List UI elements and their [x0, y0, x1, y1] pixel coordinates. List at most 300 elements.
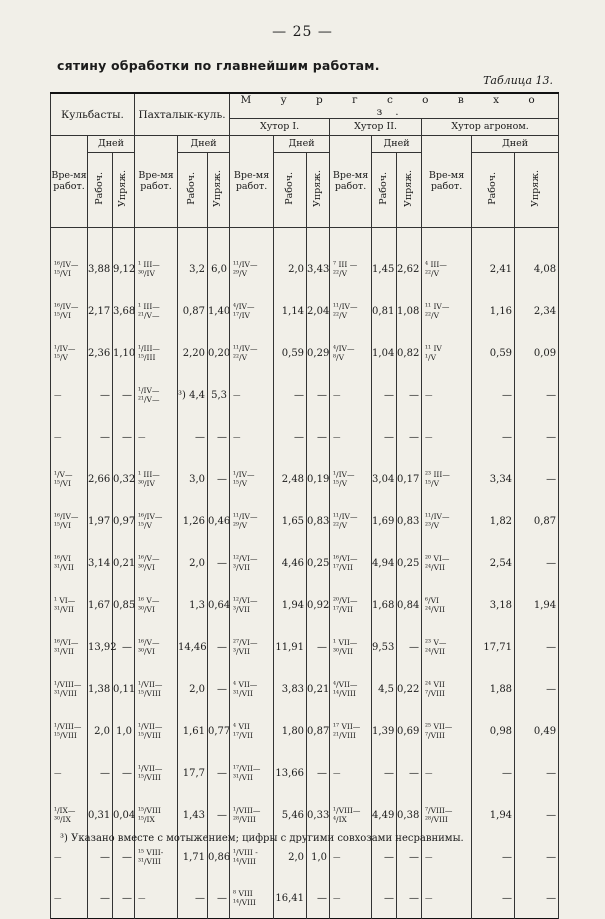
value-cell: 1,69 [372, 500, 397, 542]
date-range-cell [51, 752, 88, 794]
date-range-cell [230, 794, 274, 836]
date-line: ⁴ III— [425, 259, 447, 269]
footnote: ³) Указано вместе с мотыжением; цифры с другими совхозами несравнимы. [60, 833, 464, 844]
date-line: ¹⁵/V [333, 479, 348, 489]
value-cell: 2,62 [397, 248, 422, 290]
value-cell: 0,19 [307, 458, 330, 500]
value-cell: — [113, 374, 135, 416]
date-range-cell [230, 332, 274, 374]
date-line: — [333, 390, 341, 400]
date-line: ¹⁵/VIII [54, 731, 77, 741]
value-cell: — [113, 752, 135, 794]
date-line: ³⁰/VII [333, 647, 353, 657]
date-range-cell [422, 458, 472, 500]
date-line: ¹⁵/VI [54, 521, 71, 531]
date-line: ²⁴/VII [425, 647, 445, 657]
date-range-cell [330, 794, 372, 836]
table-row [51, 878, 559, 919]
value-cell: 2,0 [274, 836, 307, 878]
value-cell: 1,38 [88, 668, 113, 710]
date-line: ⁴/IV— [233, 301, 255, 311]
value-cell: 0,38 [397, 794, 422, 836]
value-cell: 4,08 [515, 248, 559, 290]
value-cell: — [515, 626, 559, 668]
value-cell: 1,71 [178, 836, 208, 878]
value-cell: — [372, 878, 397, 919]
value-cell: 1,39 [372, 710, 397, 752]
value-cell: 1,82 [472, 500, 515, 542]
value-cell: 4,49 [372, 794, 397, 836]
value-cell: 0,86 [208, 836, 230, 878]
value-cell: — [307, 752, 330, 794]
date-line: ¹/VII— [138, 721, 163, 731]
date-range-cell [135, 290, 178, 332]
value-cell: 1,0 [307, 836, 330, 878]
value-cell: 3,83 [274, 668, 307, 710]
date-line: ²²/V [425, 269, 440, 279]
date-range-cell [135, 542, 178, 584]
date-line: ³/VII [233, 647, 250, 657]
date-range-cell [51, 374, 88, 416]
date-range-cell [330, 668, 372, 710]
value-cell: — [88, 878, 113, 919]
value-cell: 2,0 [274, 248, 307, 290]
value-cell: 3,18 [472, 584, 515, 626]
date-range-cell [422, 290, 472, 332]
value-cell: — [472, 752, 515, 794]
value-cell: 2,17 [88, 290, 113, 332]
date-range-cell [230, 500, 274, 542]
date-line: ²⁵ VII— [425, 721, 453, 731]
value-cell: 0,82 [397, 332, 422, 374]
table-row [51, 584, 559, 626]
date-line: ¹⁷ VII— [333, 721, 361, 731]
date-line: ⁸ VIII [233, 888, 253, 898]
date-range-cell [51, 290, 88, 332]
date-range-cell [330, 458, 372, 500]
value-cell: 0,69 [397, 710, 422, 752]
date-line: ¹¹/IV— [333, 301, 358, 311]
table-row [51, 752, 559, 794]
value-cell: 0,83 [397, 500, 422, 542]
date-line: ¹¹ IV— [425, 301, 450, 311]
date-range-cell [135, 332, 178, 374]
value-cell: 0,92 [307, 584, 330, 626]
date-range-cell [330, 248, 372, 290]
date-range-cell [230, 878, 274, 919]
date-line: ³/VII [233, 605, 250, 615]
date-line: ⁷/VIII [425, 731, 445, 741]
page-number: — 25 — [272, 24, 333, 40]
value-cell: — [515, 458, 559, 500]
date-line: ¹⁷/VII [333, 563, 353, 573]
date-line: — [54, 768, 62, 778]
col-time: Вре-мя работ. [230, 136, 274, 228]
value-cell: — [208, 542, 230, 584]
value-cell: — [515, 794, 559, 836]
value-cell: — [88, 836, 113, 878]
date-line: ¹¹/IV— [233, 343, 258, 353]
col-days: Дней [472, 136, 559, 153]
value-cell: 1,45 [372, 248, 397, 290]
date-line: ²²/V [425, 311, 440, 321]
date-range-cell [135, 794, 178, 836]
table-row [51, 416, 559, 458]
date-range-cell [330, 374, 372, 416]
value-cell: 3,04 [372, 458, 397, 500]
group-header-pakhtalyk: Пахталык-куль. [135, 93, 230, 136]
value-cell: 0,20 [208, 332, 230, 374]
col-harness: Упряж. [113, 153, 135, 228]
date-range-cell [422, 542, 472, 584]
value-cell: — [472, 878, 515, 919]
date-range-cell [330, 878, 372, 919]
date-line: ¹¹/IV— [233, 511, 258, 521]
date-line: — [54, 852, 62, 862]
date-line: ⁷/VIII [425, 689, 445, 699]
value-cell: 4,5 [372, 668, 397, 710]
date-line: ²³/V [425, 521, 440, 531]
date-line: ⁴ VII [233, 721, 250, 731]
date-line: ²⁴/VII [425, 563, 445, 573]
date-line: ¹⁵/V [425, 479, 440, 489]
value-cell: 1,94 [515, 584, 559, 626]
value-cell: 0,77 [208, 710, 230, 752]
date-line: ¹/VIII— [333, 805, 361, 815]
date-line: ¹⁶/VI— [333, 553, 358, 563]
value-cell: 2,0 [88, 710, 113, 752]
value-cell: 2,54 [472, 542, 515, 584]
value-cell: 4,94 [372, 542, 397, 584]
value-cell: 0,11 [113, 668, 135, 710]
value-cell: 1,65 [274, 500, 307, 542]
date-line: — [425, 852, 433, 862]
date-line: ¹⁵/IX [138, 815, 155, 825]
value-cell: 0,87 [515, 500, 559, 542]
date-line: ¹¹/IV— [425, 511, 450, 521]
value-cell: 1,40 [208, 290, 230, 332]
value-cell: — [397, 878, 422, 919]
value-cell: 0,25 [307, 542, 330, 584]
value-cell: 17,7 [178, 752, 208, 794]
date-range-cell [422, 626, 472, 668]
value-cell: 0,64 [208, 584, 230, 626]
date-line: — [425, 390, 433, 400]
value-cell: — [472, 416, 515, 458]
value-cell: 5,46 [274, 794, 307, 836]
date-line: ¹⁵/VIII [138, 731, 161, 741]
value-cell: 0,98 [472, 710, 515, 752]
value-cell: 0,33 [307, 794, 330, 836]
date-line: ¹⁶/IV— [138, 511, 163, 521]
date-line: ¹⁷/IV [233, 311, 250, 321]
date-range-cell [330, 500, 372, 542]
date-line: — [425, 893, 433, 903]
value-cell: 1,0 [113, 710, 135, 752]
value-cell: — [397, 416, 422, 458]
date-line: ¹⁶ V— [138, 595, 160, 605]
value-cell: — [208, 878, 230, 919]
table-row [51, 332, 559, 374]
value-cell: — [515, 542, 559, 584]
date-line: ³¹/VII [54, 647, 74, 657]
date-line: — [333, 768, 341, 778]
date-line: — [233, 390, 241, 400]
date-line: ²⁰ VI— [425, 553, 450, 563]
date-range-cell [135, 878, 178, 919]
date-line: ¹/IV— [54, 343, 76, 353]
date-range-cell [230, 584, 274, 626]
date-range-cell [135, 374, 178, 416]
group-header-murgsovkhoz: М у р г с о в х о з. [230, 93, 559, 119]
date-line: — [54, 432, 62, 442]
value-cell: — [113, 836, 135, 878]
date-line: ¹ III— [138, 469, 160, 479]
value-cell: 1,08 [397, 290, 422, 332]
value-cell: 1,88 [472, 668, 515, 710]
value-cell: 0,59 [472, 332, 515, 374]
date-range-cell [135, 668, 178, 710]
table-row [51, 794, 559, 836]
value-cell: — [113, 878, 135, 919]
date-line: ²¹/V— [138, 311, 160, 321]
value-cell: — [208, 668, 230, 710]
col-time: Вре-мя работ. [135, 136, 178, 228]
date-line: ¹⁵/VI [54, 479, 71, 489]
value-cell: 1,68 [372, 584, 397, 626]
value-cell: 1,80 [274, 710, 307, 752]
value-cell: 1,94 [472, 794, 515, 836]
value-cell: 1,16 [472, 290, 515, 332]
value-cell: 13,92 [88, 626, 113, 668]
date-line: ¹⁵/VI [54, 269, 71, 279]
date-range-cell [135, 584, 178, 626]
value-cell: — [472, 836, 515, 878]
date-range-cell [51, 710, 88, 752]
col-worker: Рабоч. [472, 153, 515, 228]
date-line: ⁴/IX [333, 815, 347, 825]
date-line: — [333, 893, 341, 903]
date-line: ¹²/VI— [233, 595, 258, 605]
date-line: — [425, 768, 433, 778]
date-range-cell [422, 878, 472, 919]
farm-header-3: Хутор агроном. [422, 119, 559, 136]
date-line: ³¹/VII [54, 563, 74, 573]
date-line: ¹¹/IV— [233, 259, 258, 269]
value-cell: 2,66 [88, 458, 113, 500]
date-line: ¹/V— [54, 469, 73, 479]
value-cell: — [307, 374, 330, 416]
date-line: ³⁰/VI [138, 647, 155, 657]
date-line: ²⁷/VI— [233, 637, 258, 647]
date-range-cell [230, 668, 274, 710]
date-line: ²³ V— [425, 637, 447, 647]
value-cell: 2,48 [274, 458, 307, 500]
value-cell: 0,22 [397, 668, 422, 710]
date-range-cell [135, 416, 178, 458]
date-line: ²⁸/VIII [233, 815, 256, 825]
date-range-cell [230, 542, 274, 584]
date-line: ¹⁶/IV— [54, 511, 79, 521]
value-cell: 3,88 [88, 248, 113, 290]
date-line: — [333, 852, 341, 862]
date-range-cell [135, 626, 178, 668]
value-cell: 16,41 [274, 878, 307, 919]
date-line: ¹⁵/V [54, 353, 68, 363]
date-line: — [54, 390, 62, 400]
date-line: ¹¹ IV [425, 343, 442, 353]
value-cell: — [372, 752, 397, 794]
date-line: ³⁰/IV [138, 269, 155, 279]
date-line: ²²/V [333, 311, 348, 321]
value-cell: 2,36 [88, 332, 113, 374]
table-label: Таблица 13. [483, 74, 553, 87]
date-line: ²²/V [233, 353, 248, 363]
date-range-cell [330, 710, 372, 752]
value-cell: — [208, 626, 230, 668]
value-cell: — [397, 836, 422, 878]
date-line: ²³ III— [425, 469, 450, 479]
value-cell: — [515, 878, 559, 919]
col-worker: Рабоч. [274, 153, 307, 228]
value-cell: — [113, 626, 135, 668]
value-cell: — [307, 878, 330, 919]
date-range-cell [422, 794, 472, 836]
value-cell: — [178, 416, 208, 458]
date-line: ¹⁶/V— [138, 553, 160, 563]
date-line: ¹/IV— [138, 385, 160, 395]
date-line: ⁴/VII— [333, 679, 358, 689]
date-range-cell [51, 332, 88, 374]
date-line: ¹⁷/VII [333, 605, 353, 615]
value-cell: — [274, 374, 307, 416]
date-line: — [138, 432, 146, 442]
value-cell: 9,53 [372, 626, 397, 668]
value-cell: 3,14 [88, 542, 113, 584]
col-harness: Упряж. [515, 153, 559, 228]
date-line: ¹ VI— [54, 595, 76, 605]
value-cell: 0,31 [88, 794, 113, 836]
date-line: ³⁰/VI [138, 605, 155, 615]
value-cell: 14,46 [178, 626, 208, 668]
value-cell: — [515, 836, 559, 878]
value-cell: 3,34 [472, 458, 515, 500]
value-cell: 0,21 [113, 542, 135, 584]
value-cell: 9,12 [113, 248, 135, 290]
date-line: ¹⁶/VI— [54, 637, 79, 647]
value-cell: 0,87 [178, 290, 208, 332]
value-cell: — [397, 626, 422, 668]
value-cell: — [515, 416, 559, 458]
value-cell: — [113, 416, 135, 458]
date-line: ¹/VII— [138, 679, 163, 689]
date-line: ³⁰/IV [138, 479, 155, 489]
date-line: ¹⁵ VIII- [138, 847, 164, 857]
date-line: ¹⁵/VIII [138, 805, 161, 815]
date-line: ¹/VII— [138, 763, 163, 773]
col-worker: Рабоч. [88, 153, 113, 228]
date-line: ²²/V [333, 269, 348, 279]
date-line: ¹/VIII— [54, 679, 82, 689]
date-range-cell [230, 290, 274, 332]
value-cell: 0,97 [113, 500, 135, 542]
value-cell: 13,66 [274, 752, 307, 794]
value-cell: — [88, 416, 113, 458]
value-cell: 1,14 [274, 290, 307, 332]
date-line: ¹⁶/VI [54, 553, 71, 563]
value-cell: 3,2 [178, 248, 208, 290]
date-line: ³¹/VII [233, 689, 253, 699]
date-line: ²⁸/VIII [425, 815, 448, 825]
date-line: ¹⁵/V [138, 521, 152, 531]
table-row [51, 710, 559, 752]
date-range-cell [330, 332, 372, 374]
value-cell: — [208, 458, 230, 500]
date-range-cell [422, 248, 472, 290]
date-range-cell [330, 290, 372, 332]
farm-header-2: Хутор II. [330, 119, 422, 136]
value-cell: 1,61 [178, 710, 208, 752]
value-cell: 2,0 [178, 542, 208, 584]
date-range-cell [330, 584, 372, 626]
value-cell: 0,09 [515, 332, 559, 374]
date-range-cell [135, 500, 178, 542]
value-cell: — [178, 878, 208, 919]
value-cell: 1,3 [178, 584, 208, 626]
date-range-cell [51, 542, 88, 584]
value-cell: 1,97 [88, 500, 113, 542]
table-row [51, 458, 559, 500]
col-time: Вре-мя работ. [422, 136, 472, 228]
date-line: ¹⁴/VIII [233, 898, 256, 908]
date-range-cell [51, 458, 88, 500]
date-line: ²⁹/V [233, 521, 248, 531]
date-line: ⁶/VI [425, 595, 439, 605]
date-line: ⁴/IV— [333, 343, 355, 353]
date-line: ⁸/V [333, 353, 344, 363]
date-range-cell [135, 710, 178, 752]
date-line: ¹/IV— [233, 469, 255, 479]
value-cell: 1,10 [113, 332, 135, 374]
date-line: — [425, 432, 433, 442]
value-cell: — [372, 416, 397, 458]
date-range-cell [422, 416, 472, 458]
date-line: ¹⁷/VII— [233, 763, 261, 773]
date-line: ¹⁵/VIII [138, 689, 161, 699]
value-cell: 4,46 [274, 542, 307, 584]
value-cell: 0,29 [307, 332, 330, 374]
date-range-cell [422, 668, 472, 710]
date-line: ²²/V [333, 521, 348, 531]
date-line: ¹⁵/V [233, 479, 248, 489]
value-cell: — [397, 374, 422, 416]
date-line: ³⁰/IX [54, 815, 71, 825]
date-range-cell [422, 710, 472, 752]
date-line: ³⁰/VI [138, 563, 155, 573]
date-range-cell [51, 626, 88, 668]
date-line: ¹¹/IV— [333, 511, 358, 521]
date-range-cell [230, 248, 274, 290]
date-range-cell [330, 752, 372, 794]
date-line: ¹⁵/III [138, 353, 156, 363]
date-range-cell [230, 710, 274, 752]
farm-header-1: Хутор I. [230, 119, 330, 136]
date-line: ⁴ VII— [233, 679, 258, 689]
date-line: ¹/VIII— [54, 721, 82, 731]
date-range-cell [422, 752, 472, 794]
date-line: ¹/VIII— [233, 805, 261, 815]
value-cell: — [307, 416, 330, 458]
